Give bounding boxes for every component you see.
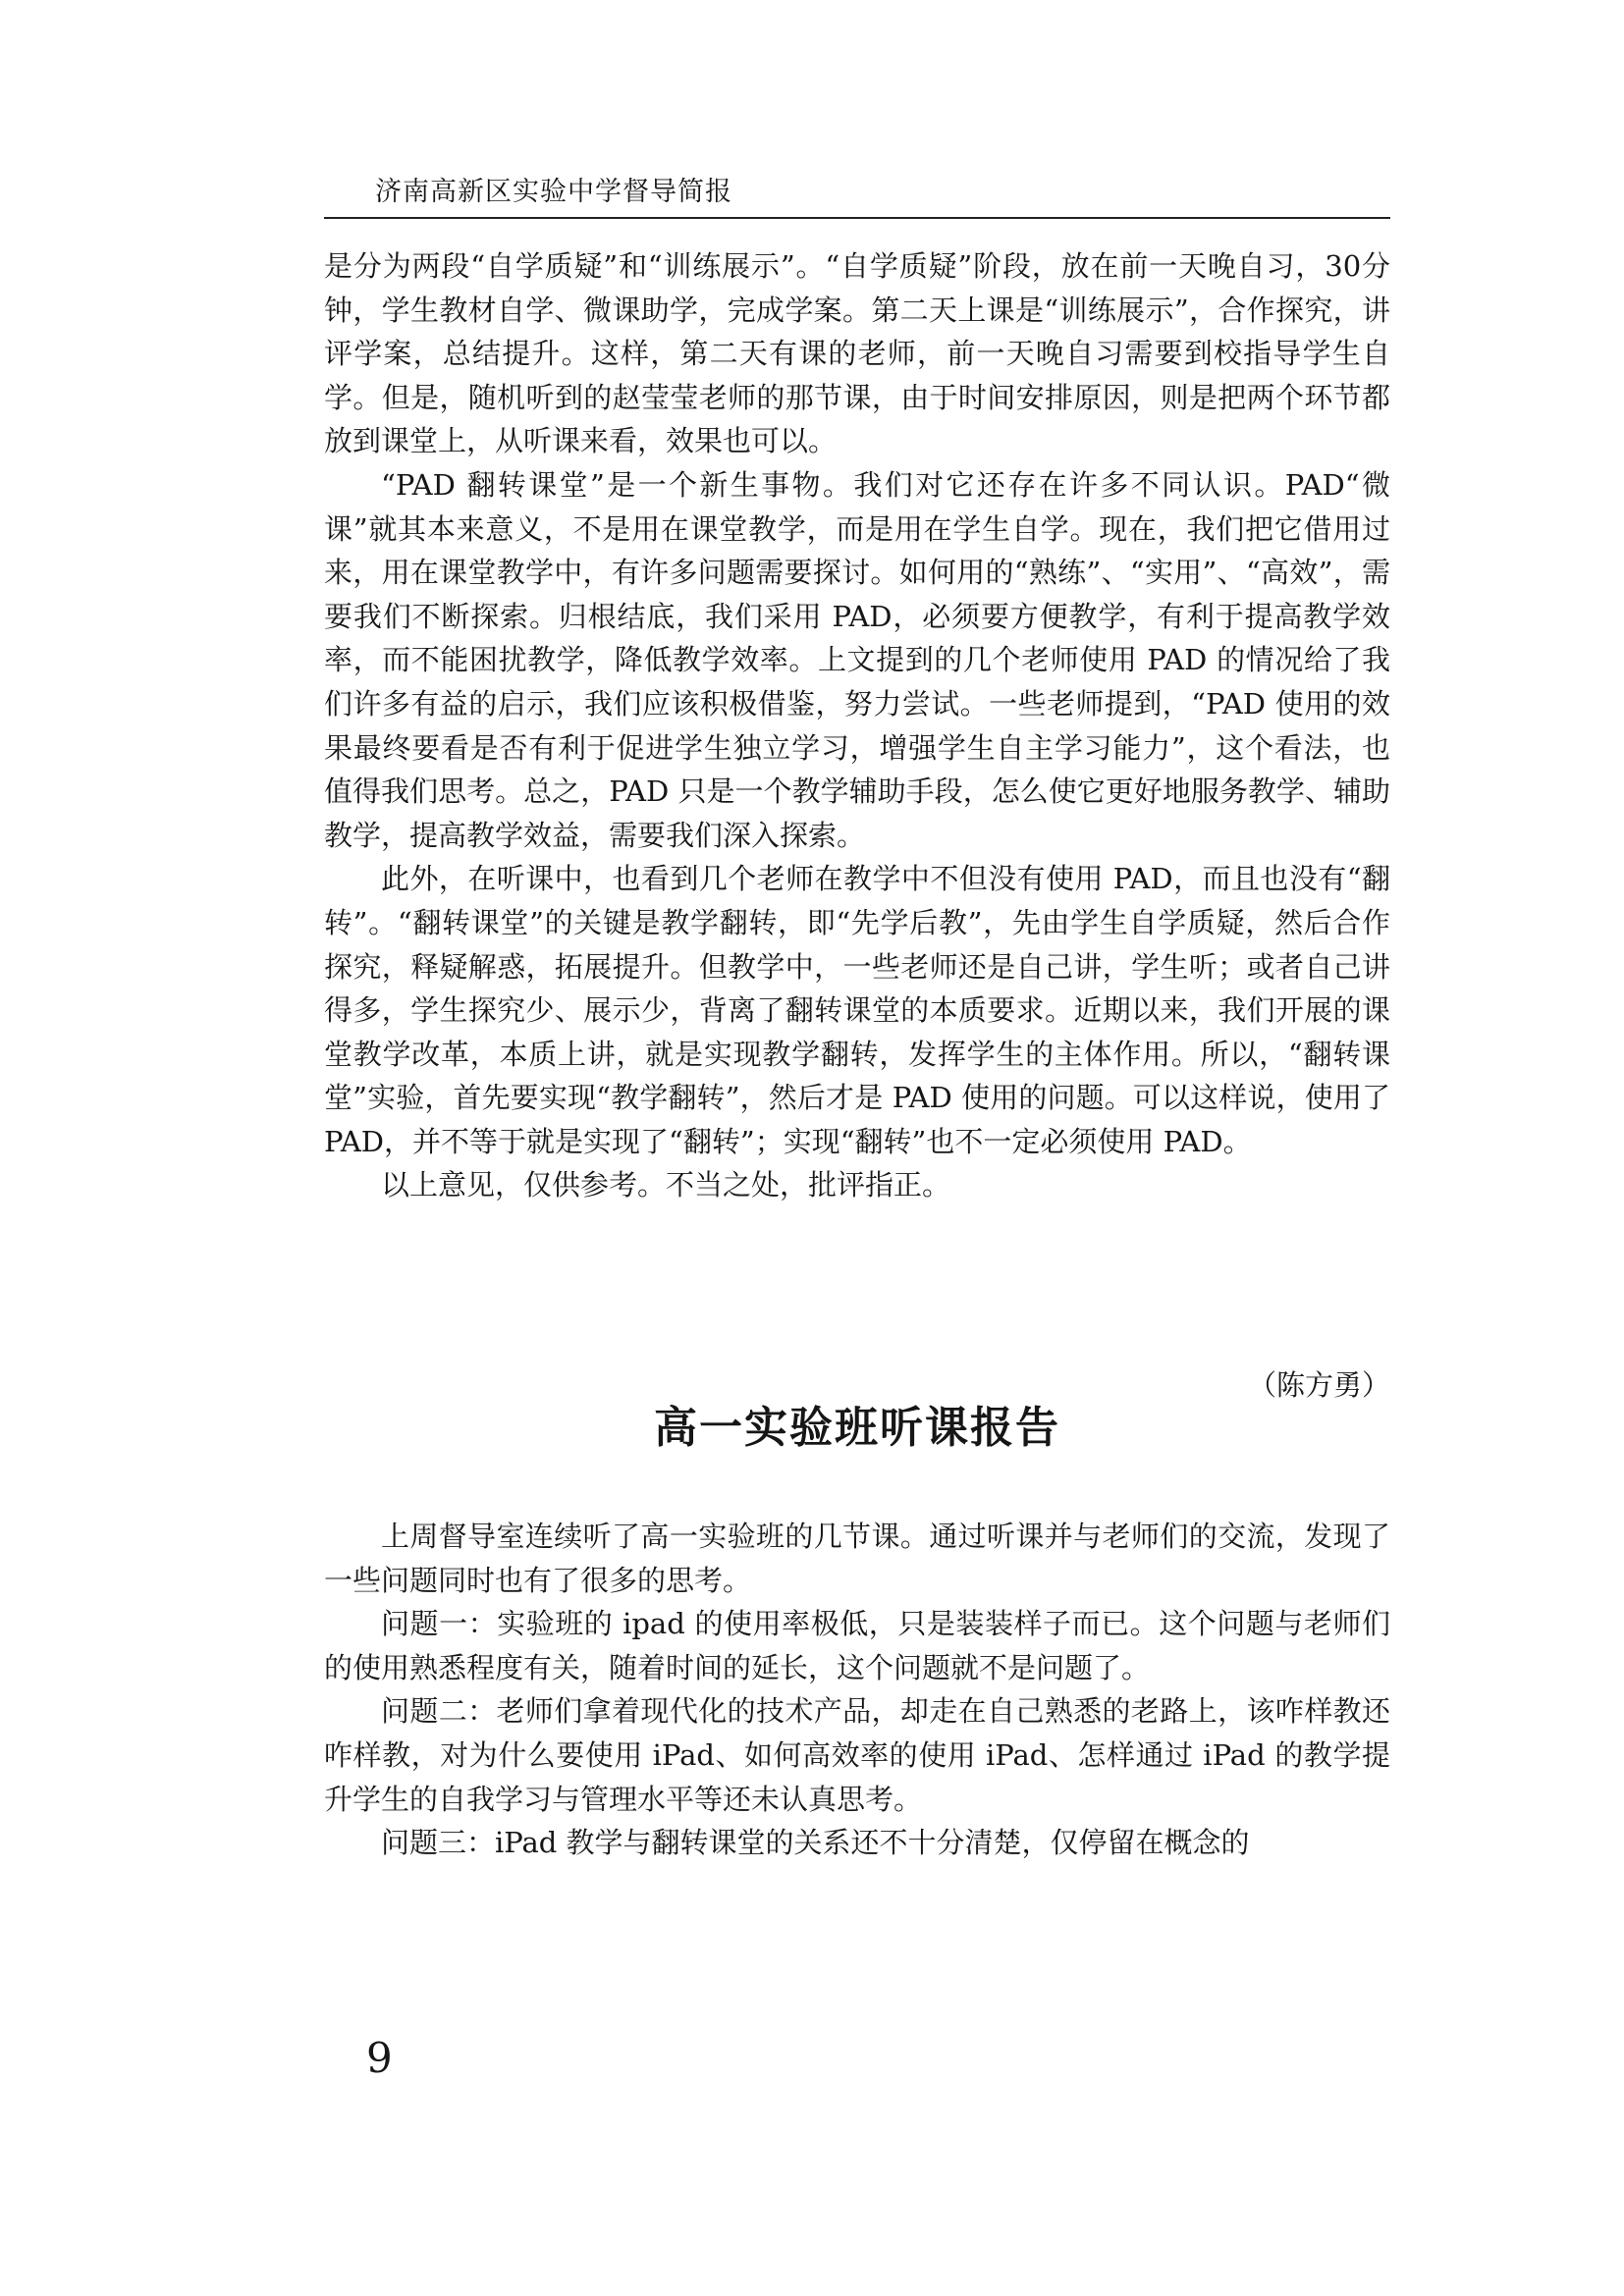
paragraph: 以上意见，仅供参考。不当之处，批评指正。 (381, 1168, 951, 1202)
author-signature: （陈方勇） (1247, 1368, 1390, 1402)
article-2-title: 高一实验班听课报告 (654, 1403, 1060, 1453)
article-1-body (324, 244, 1390, 1207)
paragraph: 上周督导室连续听了高一实验班的几节课。通过听课并与老师们的交流，发现了一些问题同时也有了很多的思考。 (324, 1520, 1390, 1597)
paragraph: 此外，在听课中，也看到几个老师在教学中不但没有使用 PAD，而且也没有“翻转”。“翻转课堂”的关键是教学翻转，即“先学后教”，先由学生自学质疑，然后合作探究，释疑解惑，拓展提升。但教学中，一些老师还是自己讲，学生听；或者自己讲得多，学生探究少、展示少，背离了翻转课堂的本质要求。近期以来，我们开展的课堂教学改革，本质上讲，就是实现教学翻转，发挥学生的主体作用。所以，“翻转课堂”实验，首先要实现“教学翻转”，然后才是 PAD 使用的问题。可以这样说，使用了 PAD，并不等于就是实现了“翻转”；实现“翻转”也不一定必须使用 PAD。 (324, 862, 1390, 1158)
paragraph: “PAD 翻转课堂”是一个新生事物。我们对它还存在许多不同认识。PAD“微课”就其本来意义，不是用在课堂教学，而是用在学生自学。现在，我们把它借用过来，用在课堂教学中，有许多问题需要探讨。如何用的“熟练”、“实用”、“高效”，需要我们不断探索。归根结底，我们采用 PAD，必须要方便教学，有利于提高教学效率，而不能困扰教学，降低教学效率。上文提到的几个老师使用 PAD 的情况给了我们许多有益的启示，我们应该积极借鉴，努力尝试。一些老师提到，“PAD 使用的效果最终要看是否有利于促进学生独立学习，增强学生自主学习能力”，这个看法，也值得我们思考。总之，PAD 只是一个教学辅助手段，怎么使它更好地服务教学、辅助教学，提高教学效益，需要我们深入探索。 (324, 467, 1390, 852)
header-rule (324, 217, 1390, 219)
paragraph: 问题二：老师们拿着现代化的技术产品，却走在自己熟悉的老路上，该咋样教还咋样教，对为什么要使用 iPad、如何高效率的使用 iPad、怎样通过 iPad 的教学提升学生的自我学习与管理水平等还未认真思考。 (324, 1694, 1390, 1816)
paragraph: 问题三：iPad 教学与翻转课堂的关系还不十分清楚，仅停留在概念的 (381, 1826, 1250, 1860)
page-number: 9 (366, 2034, 393, 2082)
paragraph: 问题一：实验班的 ipad 的使用率极低，只是装装样子而已。这个问题与老师们的使用熟悉程度有关，随着时间的延长，这个问题就不是问题了。 (324, 1607, 1390, 1684)
paragraph: 是分为两段“自学质疑”和“训练展示”。“自学质疑”阶段，放在前一天晚自习，30分钟，学生教材自学、微课助学，完成学案。第二天上课是“训练展示”，合作探究，讲评学案，总结提升。这样，第二天有课的老师，前一天晚自习需要到校指导学生自学。但是，随机听到的赵莹莹老师的那节课，由于时间安排原因，则是把两个环节都放到课堂上，从听课来看，效果也可以。 (324, 249, 1390, 458)
article-2-body (324, 1515, 1390, 1865)
running-header: 济南高新区实验中学督导简报 (375, 177, 732, 207)
